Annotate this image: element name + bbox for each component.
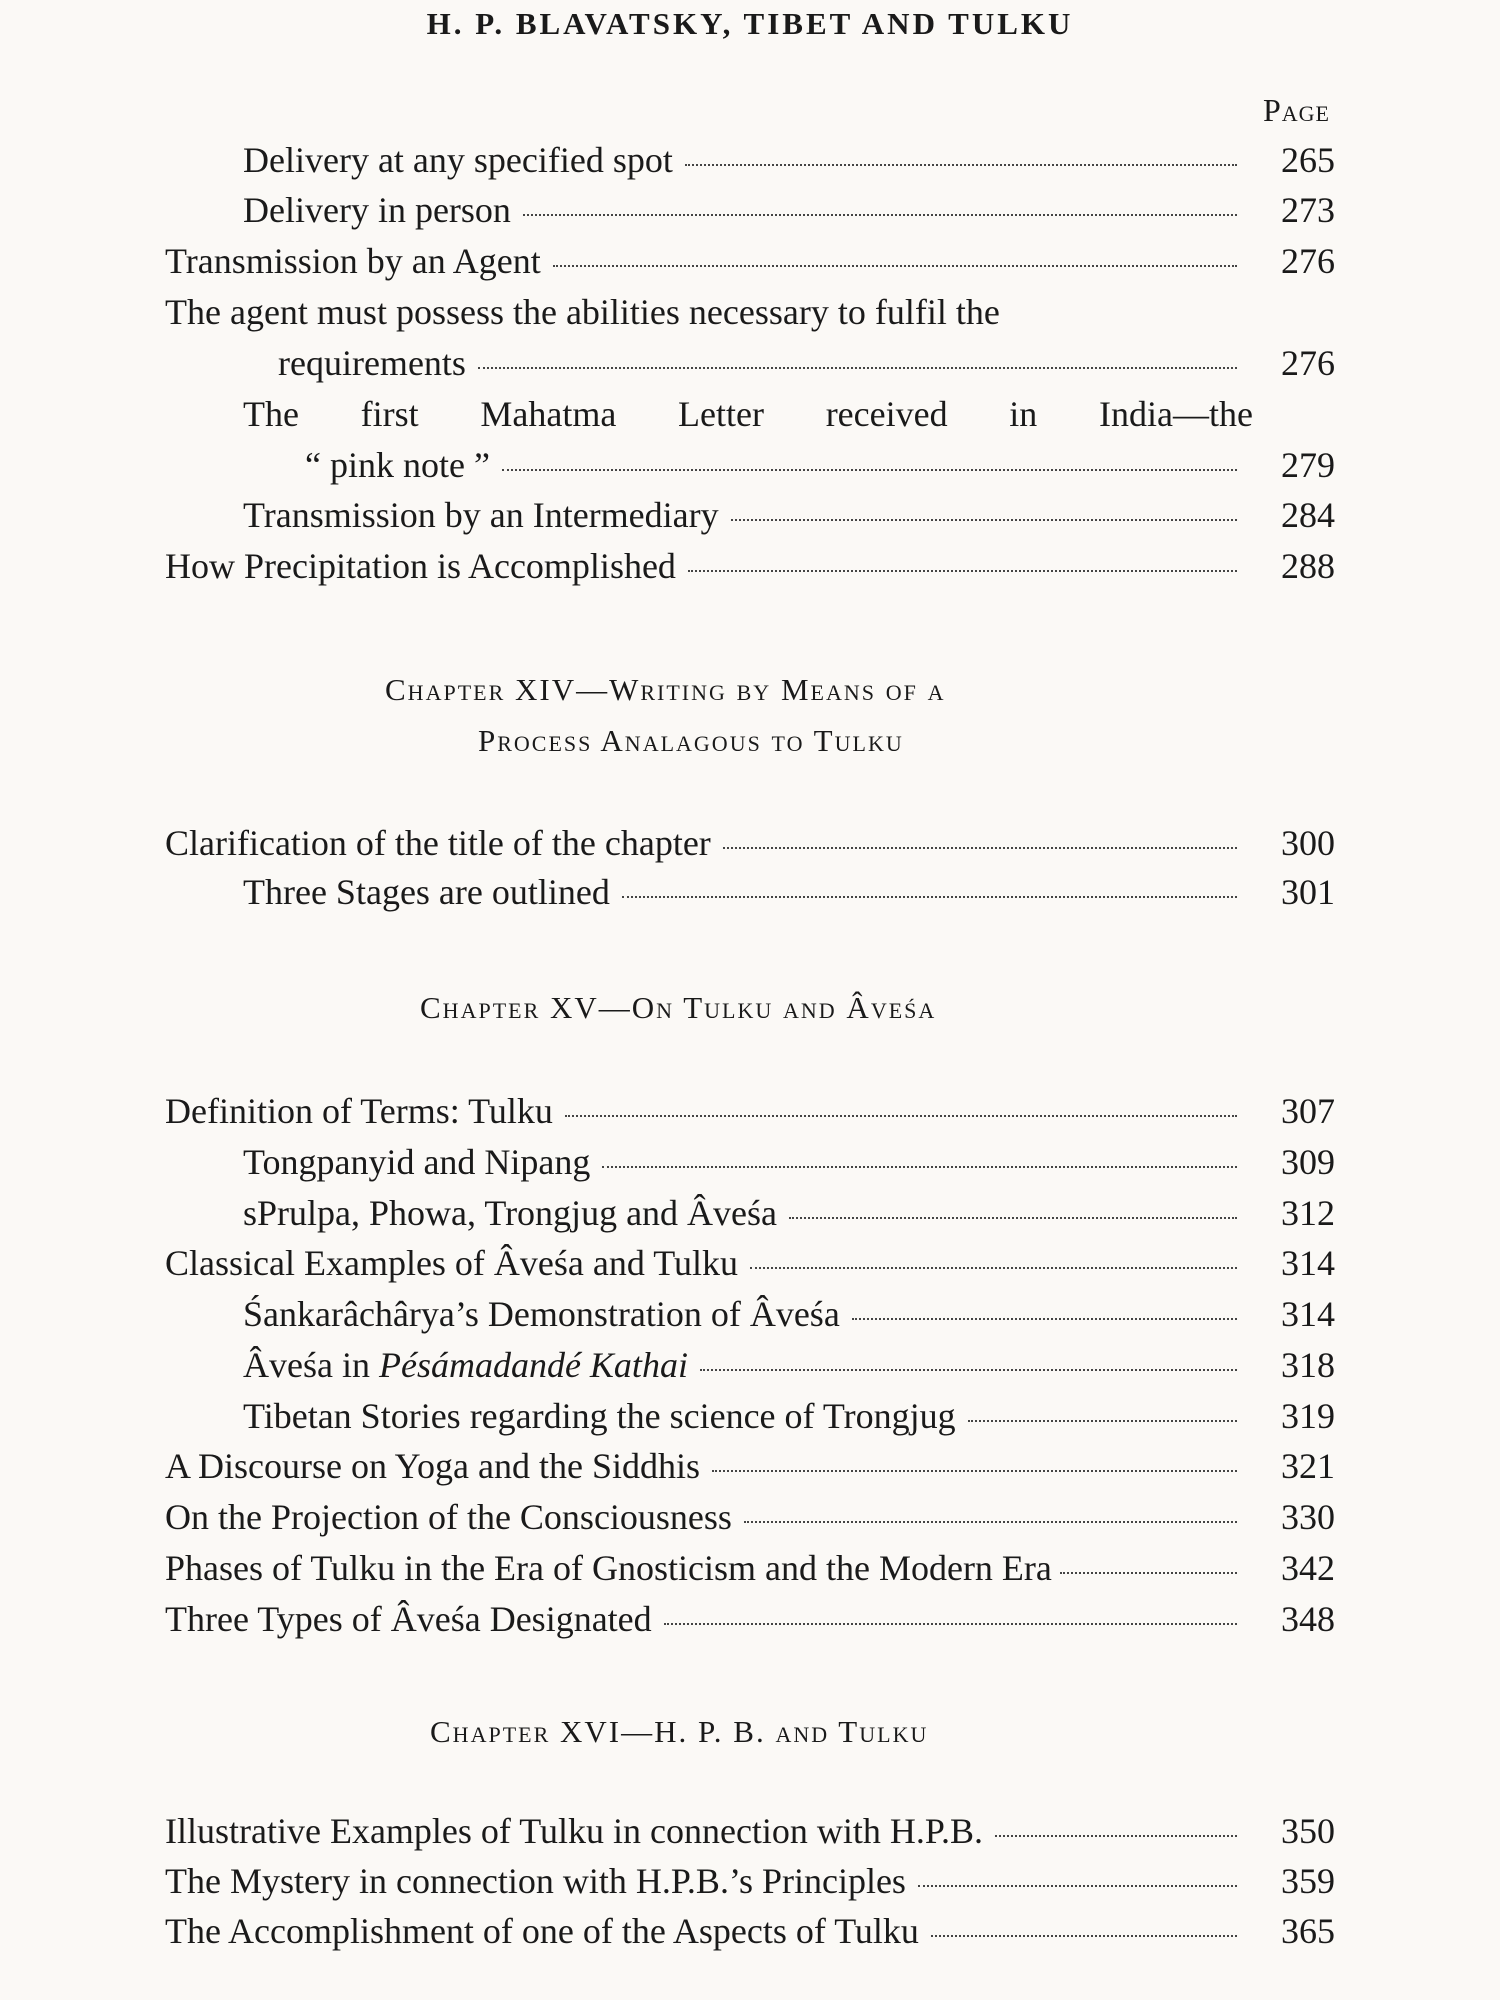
toc-entry bbox=[165, 490, 1335, 540]
entry-page: 330 bbox=[1281, 1497, 1335, 1537]
entry-page: 314 bbox=[1281, 1243, 1335, 1283]
page-column-label: Page bbox=[1262, 92, 1330, 128]
entry-page: 314 bbox=[1281, 1294, 1335, 1334]
toc-entry bbox=[165, 1188, 1335, 1238]
entry-page: 318 bbox=[1281, 1345, 1335, 1385]
toc-entry bbox=[165, 236, 1335, 286]
dot-leader bbox=[688, 570, 1237, 572]
entry-title bbox=[243, 389, 1253, 439]
toc-entry bbox=[165, 338, 1335, 388]
entry-page: 365 bbox=[1281, 1911, 1335, 1951]
toc-entry bbox=[165, 135, 1335, 185]
dot-leader bbox=[995, 1835, 1237, 1837]
chapter-heading-line2: Process Analagous to Tulku bbox=[478, 723, 904, 758]
entry-page: 276 bbox=[1281, 241, 1335, 281]
entry-title-continued: “ pink note ” bbox=[305, 445, 490, 485]
entry-title: sPrulpa, Phowa, Trongjug and Âveśa bbox=[243, 1193, 778, 1233]
word: Letter bbox=[678, 394, 764, 434]
entry-page: 342 bbox=[1281, 1548, 1335, 1588]
entry-page: 300 bbox=[1281, 823, 1335, 863]
word: India—the bbox=[1099, 394, 1253, 434]
toc-entry bbox=[165, 1856, 1335, 1906]
dot-leader bbox=[731, 519, 1237, 521]
entry-page: 307 bbox=[1281, 1091, 1335, 1131]
entry-title: The Accomplishment of one of the Aspects of Tulku bbox=[165, 1911, 919, 1951]
chapter-heading: Chapter XV—On Tulku and Âveśa bbox=[420, 990, 937, 1025]
entry-page: 273 bbox=[1281, 190, 1335, 230]
entry-title: Transmission by an Intermediary bbox=[243, 495, 719, 535]
entry-page: 284 bbox=[1281, 495, 1335, 535]
dot-leader bbox=[700, 1369, 1237, 1371]
toc-entry bbox=[165, 1806, 1335, 1856]
dot-leader bbox=[931, 1935, 1237, 1937]
entry-title: Tongpanyid and Nipang bbox=[243, 1142, 591, 1182]
entry-title-continued: requirements bbox=[278, 343, 466, 383]
toc-entry-line1 bbox=[165, 287, 1335, 337]
dot-leader bbox=[553, 265, 1237, 267]
toc-entry bbox=[165, 1906, 1335, 1956]
entry-title: Phases of Tulku in the Era of Gnosticism and the Modern Era bbox=[165, 1548, 1052, 1588]
entry-page: 276 bbox=[1281, 343, 1335, 383]
toc-entry bbox=[165, 1137, 1335, 1187]
entry-page: 301 bbox=[1281, 872, 1335, 912]
toc-entry bbox=[165, 440, 1335, 490]
entry-title: On the Projection of the Consciousness bbox=[165, 1497, 732, 1537]
dot-leader bbox=[789, 1217, 1237, 1219]
dot-leader bbox=[478, 367, 1237, 369]
dot-leader bbox=[852, 1318, 1237, 1320]
dot-leader bbox=[622, 896, 1237, 898]
entry-title: Illustrative Examples of Tulku in connection with H.P.B. bbox=[165, 1811, 983, 1851]
entry-title: Tibetan Stories regarding the science of Trongjug bbox=[243, 1396, 956, 1436]
dot-leader bbox=[685, 164, 1237, 166]
toc-entry bbox=[165, 1441, 1335, 1491]
toc-entry bbox=[165, 541, 1335, 591]
entry-title-prefix: Âveśa in bbox=[243, 1345, 379, 1385]
entry-title: Classical Examples of Âveśa and Tulku bbox=[165, 1243, 738, 1283]
dot-leader bbox=[750, 1267, 1237, 1269]
entry-title: Śankarâchârya’s Demonstration of Âveśa bbox=[243, 1294, 840, 1334]
dot-leader bbox=[712, 1470, 1237, 1472]
entry-page: 312 bbox=[1281, 1193, 1335, 1233]
word: received bbox=[825, 394, 948, 434]
entry-page: 309 bbox=[1281, 1142, 1335, 1182]
toc-entry bbox=[165, 1391, 1335, 1441]
word: The bbox=[243, 394, 299, 434]
entry-title: The agent must possess the abilities necessary to fulfil the bbox=[165, 292, 1000, 332]
toc-entry bbox=[165, 1086, 1335, 1136]
toc-entry bbox=[165, 185, 1335, 235]
toc-entry bbox=[165, 1543, 1335, 1593]
toc-entry bbox=[165, 1289, 1335, 1339]
dot-leader bbox=[918, 1885, 1237, 1887]
dot-leader bbox=[664, 1623, 1237, 1625]
entry-title-italic: Pésámadandé Kathai bbox=[378, 1345, 688, 1385]
toc-entry bbox=[165, 867, 1335, 917]
entry-title: Delivery in person bbox=[243, 190, 511, 230]
chapter-heading: Chapter XVI—H. P. B. and Tulku bbox=[430, 1714, 929, 1749]
entry-page: 265 bbox=[1281, 140, 1335, 180]
entry-page: 279 bbox=[1281, 445, 1335, 485]
chapter-heading: Chapter XIV—Writing by Means of a bbox=[385, 672, 946, 707]
toc-entry-line1 bbox=[243, 389, 1413, 439]
dot-leader bbox=[565, 1115, 1237, 1117]
entry-title: The Mystery in connection with H.P.B.’s Principles bbox=[165, 1861, 906, 1901]
entry-page: 319 bbox=[1281, 1396, 1335, 1436]
entry-title: How Precipitation is Accomplished bbox=[165, 546, 676, 586]
toc-entry bbox=[165, 1492, 1335, 1542]
entry-page: 359 bbox=[1281, 1861, 1335, 1901]
entry-title bbox=[165, 1340, 688, 1390]
toc-entry bbox=[165, 818, 1335, 868]
entry-page: 348 bbox=[1281, 1599, 1335, 1639]
word: first bbox=[360, 394, 419, 434]
running-head: H. P. BLAVATSKY, TIBET AND TULKU bbox=[426, 6, 1074, 41]
entry-page: 321 bbox=[1281, 1446, 1335, 1486]
dot-leader bbox=[602, 1166, 1237, 1168]
dot-leader bbox=[968, 1420, 1237, 1422]
entry-page: 350 bbox=[1281, 1811, 1335, 1851]
toc-entry bbox=[165, 1238, 1335, 1288]
entry-title: Three Types of Âveśa Designated bbox=[165, 1599, 652, 1639]
dot-leader bbox=[523, 214, 1237, 216]
entry-page: 288 bbox=[1281, 546, 1335, 586]
entry-title: A Discourse on Yoga and the Siddhis bbox=[165, 1446, 701, 1486]
entry-title: Three Stages are outlined bbox=[243, 872, 610, 912]
word: Mahatma bbox=[480, 394, 617, 434]
entry-title: Transmission by an Agent bbox=[165, 241, 541, 281]
toc-entry bbox=[165, 1340, 1335, 1390]
word: in bbox=[1009, 394, 1038, 434]
entry-title: Delivery at any specified spot bbox=[243, 140, 673, 180]
toc-entry bbox=[165, 1594, 1335, 1644]
entry-title: Definition of Terms: Tulku bbox=[165, 1091, 553, 1131]
dot-leader bbox=[744, 1521, 1237, 1523]
dot-leader bbox=[502, 469, 1237, 471]
entry-title: Clarification of the title of the chapter bbox=[165, 823, 711, 863]
dot-leader bbox=[1060, 1572, 1237, 1574]
dot-leader bbox=[723, 847, 1237, 849]
